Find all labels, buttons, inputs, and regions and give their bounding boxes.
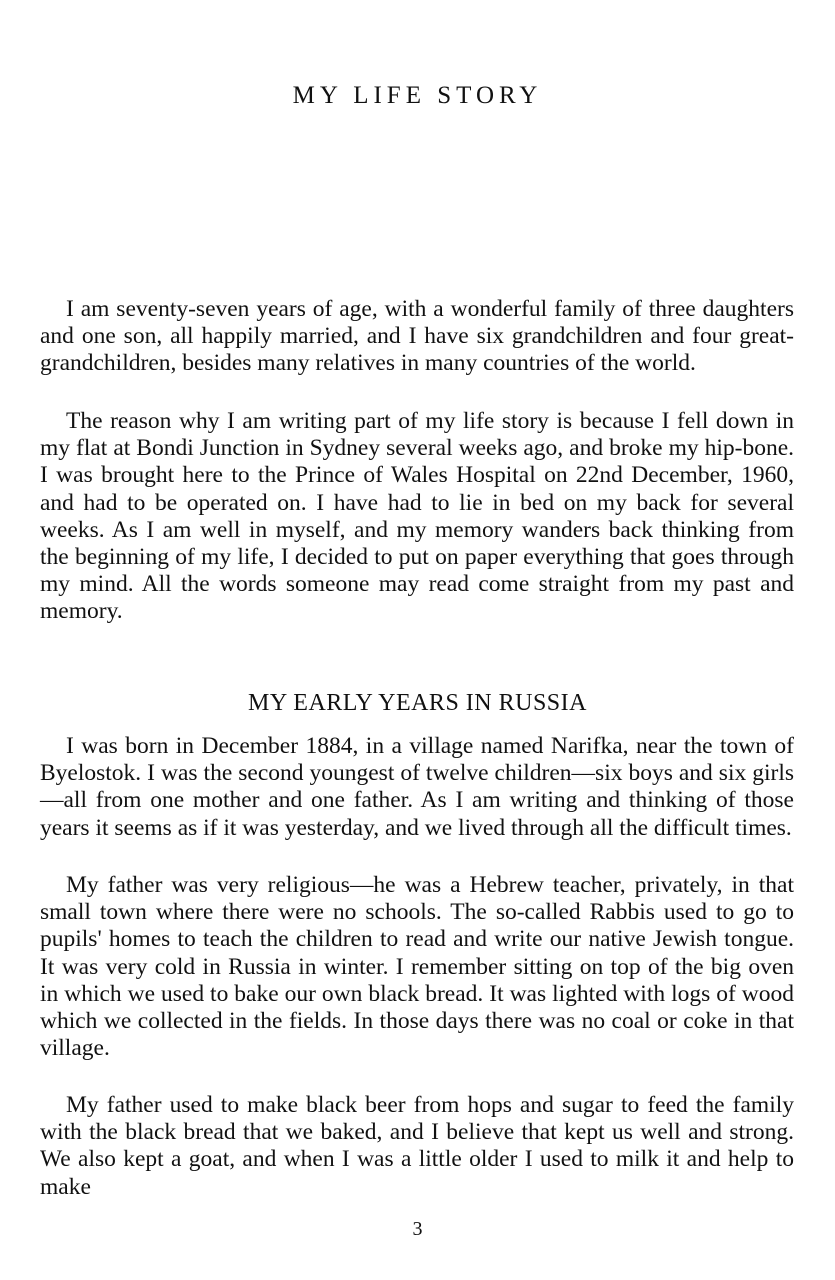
section-heading: MY EARLY YEARS IN RUSSIA — [248, 690, 587, 716]
section-paragraph-1: I was born in December 1884, in a village named Narifka, near the town of Byelostok. I was the second youngest of twelve children—six boys and six girls—all from one mother and one father. As I am writing and thinking of those years it seems as if it was yesterday, and we lived through all the difficult times. — [40, 733, 794, 841]
section-paragraph-2: My father was very religious—he was a Hebrew teacher, privately, in that small town where there were no schools. The so-called Rabbis used to go to pupils' homes to teach the children to read and write our native Jewish tongue. It was very cold in Russia in winter. I remember sitting on top of the big oven in which we used to bake our own black bread. It was lighted with logs of wood which we collected in the fields. In those days there was no coal or coke in that village. — [40, 872, 794, 1062]
intro-paragraph-1: I am seventy-seven years of age, with a wonderful family of three daughters and one son, all happily married, and I have six grandchildren and four great-grandchildren, besides many relatives in many countries of the world. — [40, 296, 794, 377]
intro-paragraph-2: The reason why I am writing part of my life story is because I fell down in my flat at Bondi Junction in Sydney several weeks ago, and broke my hip-bone. I was brought here to the Prince of Wales Hospital on 22nd December, 1960, and had to be operated on. I have had to lie in bed on my back for several weeks. As I am well in myself, and my memory wanders back thinking from the beginning of my life, I decided to put on paper everything that goes through my mind. All the words someone may read come straight from my past and memory. — [40, 408, 794, 625]
section-paragraph-3: My father used to make black beer from hops and sugar to feed the family with the black bread that we baked, and I believe that kept us well and strong. We also kept a goat, and when I was a little older I used to milk it and help to make — [40, 1092, 794, 1200]
page-number: 3 — [412, 1218, 423, 1240]
page-title: MY LIFE STORY — [292, 82, 543, 109]
